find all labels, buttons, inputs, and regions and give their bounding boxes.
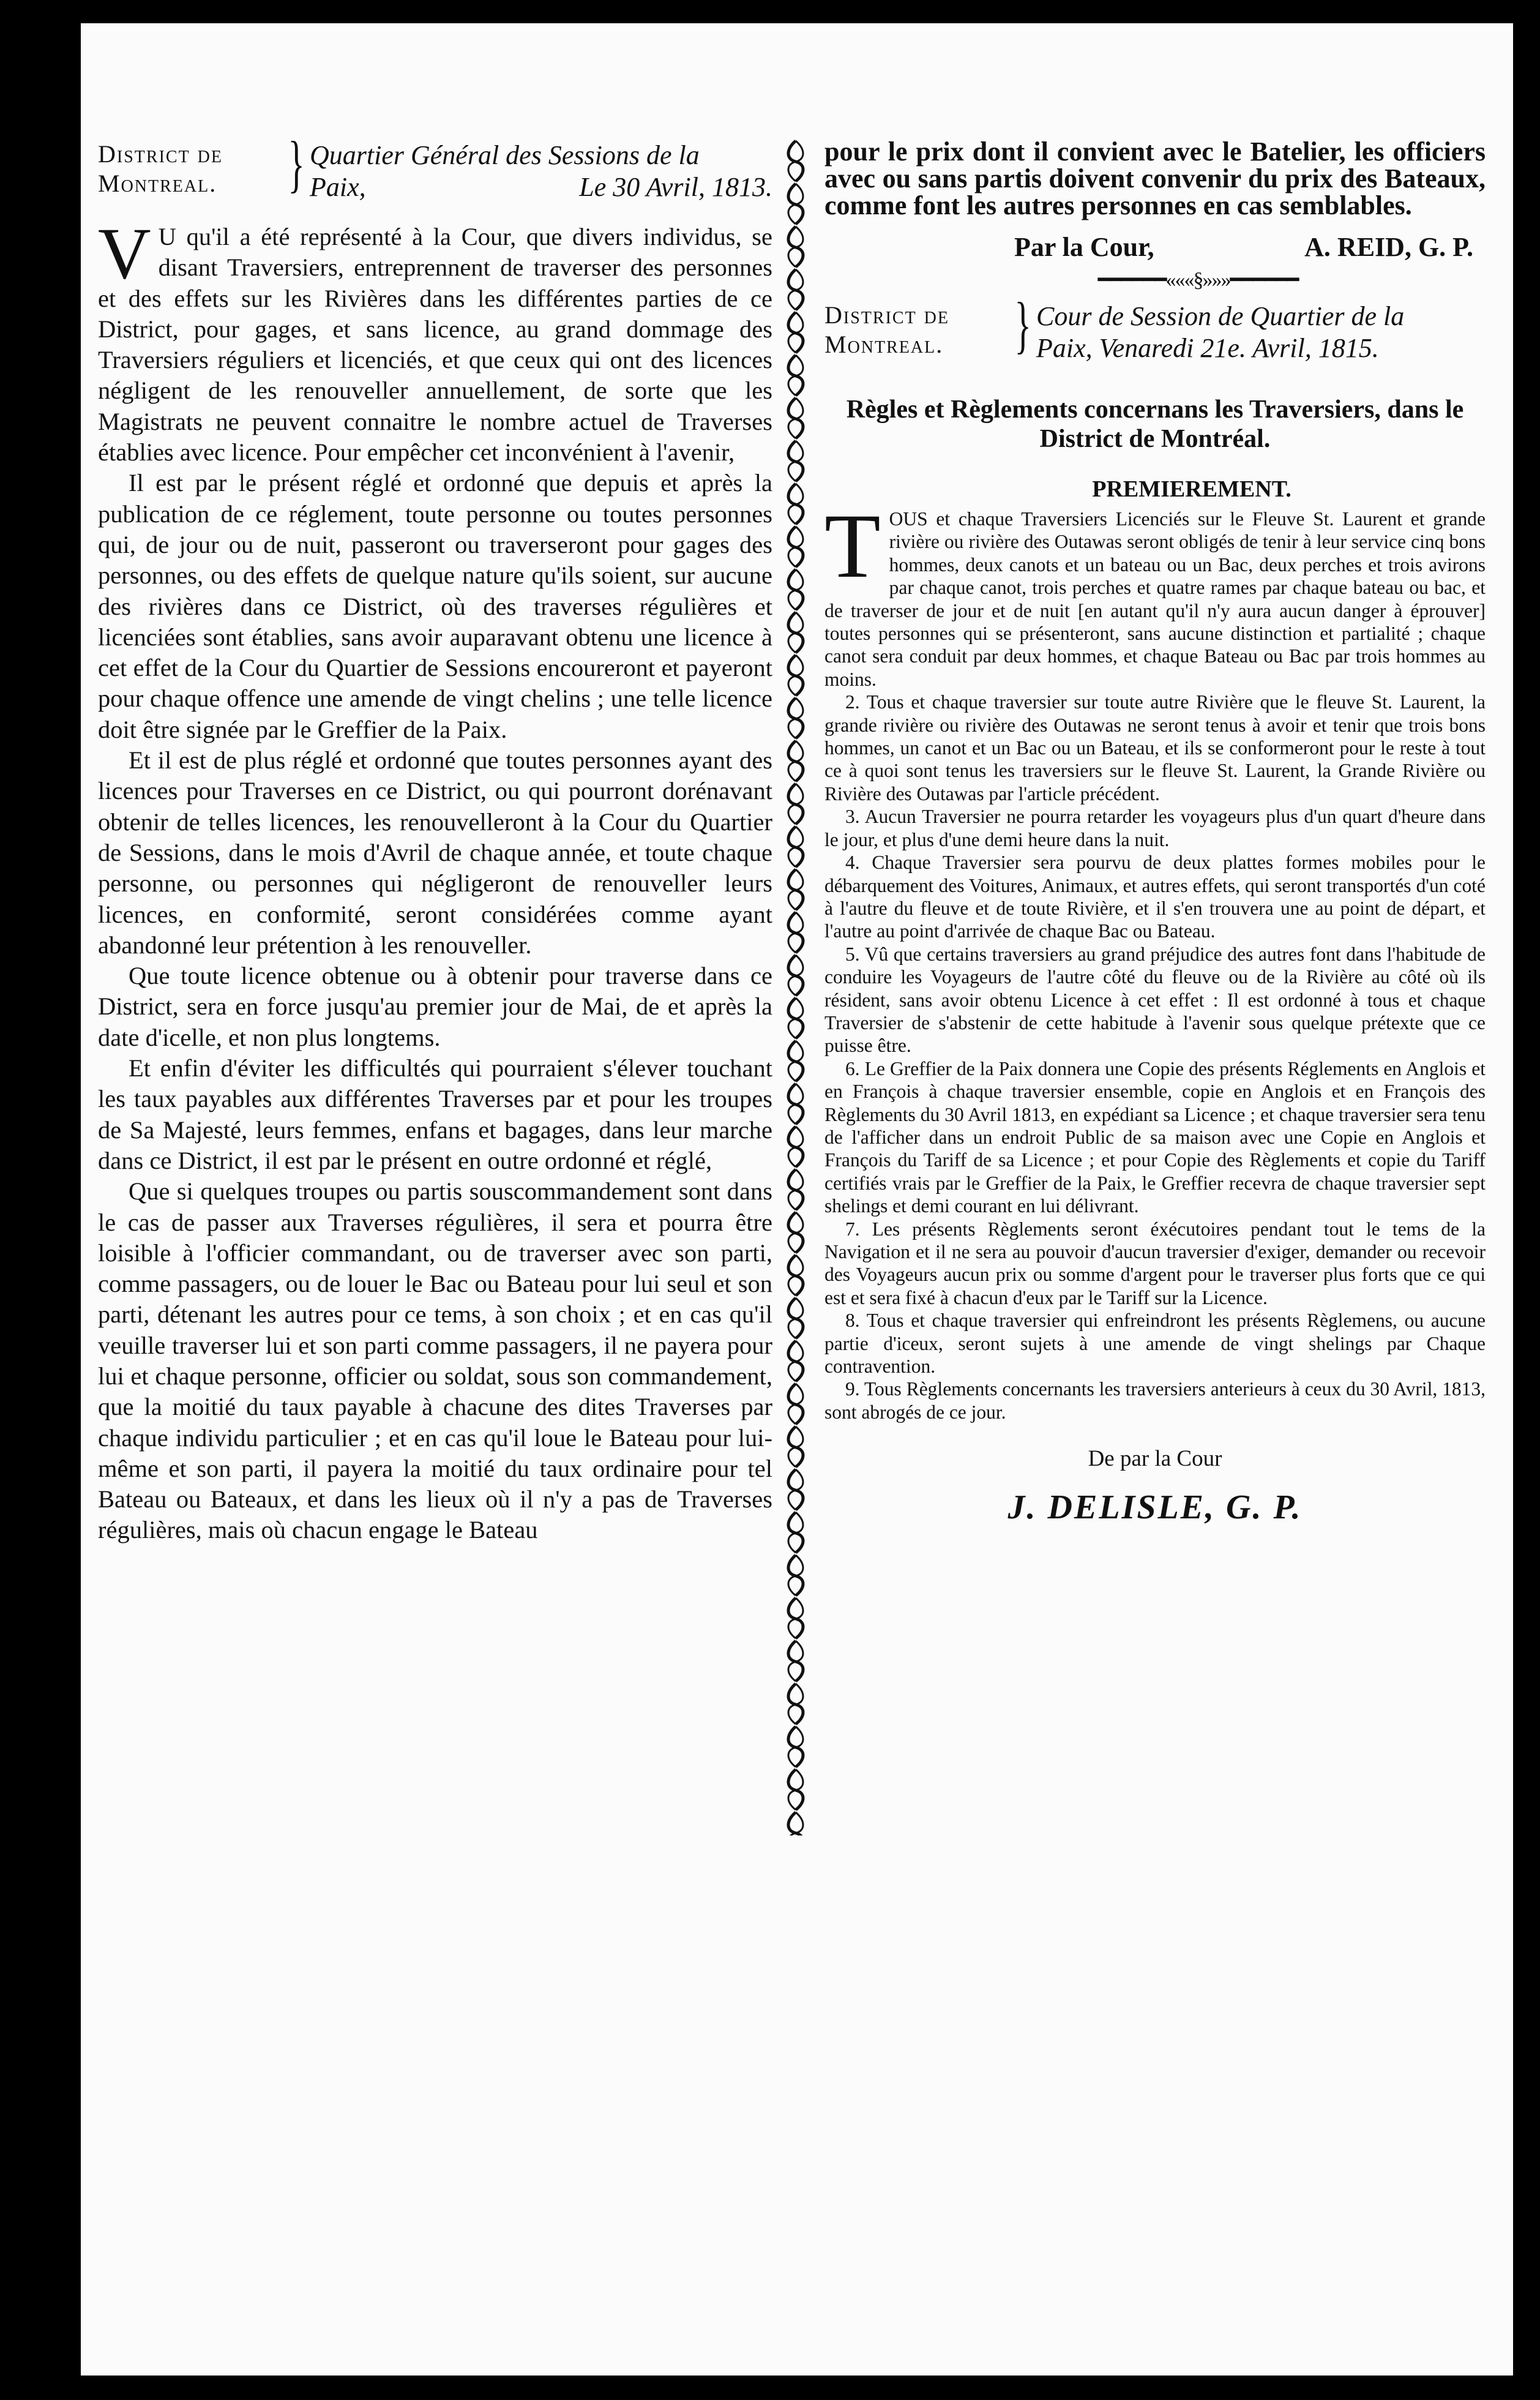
regulations-body: [824, 495, 1486, 1423]
header-title: [310, 140, 772, 203]
regulation-item: 5. Vû que certains traversiers au grand préjudice des autres font dans l'habitude de conduire les Voyageurs de l'autre côté du fleuve ou de la Rivière au côté où ils résident, sans avoir obtenu Licence à cet effet : Il est ordonné à tous et chaque Traversier de s'abstenir de cette habitude à l'avenir sous quelque prétexte que ce puisse être.: [824, 943, 1486, 1057]
paragraph: Et enfin d'éviter les difficultés qui pourraient s'élever touchant les taux payables aux différentes Traverses par et pour les troupes de Sa Majesté, leurs femmes, enfans et bagages, dans leur marche dans ce District, il est par le présent en outre ordonné et réglé,: [98, 1054, 772, 1174]
signer-name: J. DELISLE, G. P.: [1007, 1488, 1303, 1527]
drop-cap: T: [824, 495, 881, 597]
regulation-item: TOUS et chaque Traversiers Licenciés sur le Fleuve St. Laurent et grande rivière ou rivière des Outawas seront obligés de tenir à leur service cinq bons hommes, deux canots et un bateau ou un Bac, deux perches et trois avirons par chaque canot, trois perches et quatre rames par chaque bateau ou bac, et de traverser de jour et de nuit [en autant qu'il n'y aura aucun danger à éprouver] toutes personnes qui se présenteront, sans aucune distinction et partialité ; chaque canot sera conduit par deux hommes, et chaque Bateau ou Bac par trois hommes au moins.: [824, 495, 1486, 690]
regulation-item: 6. Le Greffier de la Paix donnera une Copie des présents Réglements en Anglois et en François à chaque traversier ensemble, copie en Anglois et en François des Règlements du 30 Avril 1813, en expédiant sa Licence ; et chaque traversier sera tenu de l'afficher dans un endroit Public de sa maison avec une Copie en Anglois et François du Tariff de sa Licence ; et pour Copie des Règlements et copie du Tariff certifiés vrais par le Greffier de la Paix, le Greffier recevra de chaque traversier sept shelings et demi courant en lui délivrant.: [824, 1057, 1486, 1217]
header-date: Le 30 Avril, 1813.: [579, 172, 772, 202]
brace-icon: }: [1014, 290, 1031, 360]
paragraph: Et il est de plus réglé et ordonné que toutes personnes ayant des licences pour Traverses en ce District, ou qui pourront dorénavant obtenir de telles licences, les renouvelleront à la Cour du Quartier de Sessions, dans le mois d'Avril de chaque année, et toute chaque personne, ou personnes qui négligeront de renouveller leurs licences, en conformité, seront considérées comme ayant abandonné leur prétention à les renouveller.: [98, 746, 772, 959]
drop-cap: V: [98, 212, 151, 294]
left-header: [98, 129, 772, 203]
regulation-item: 3. Aucun Traversier ne pourra retarder les voyageurs plus d'un quart d'heure dans le jour, et plus d'une demi heure dans la nuit.: [824, 806, 1486, 850]
continuation-text: pour le prix dont il convient avec le Batelier, les officiers avec ou sans partis doivent convenir du prix des Bateaux, comme font les autres personnes en cas semblables.: [824, 137, 1486, 220]
header-title-line2: Paix,: [310, 172, 366, 202]
regulation-item: 8. Tous et chaque traversier qui enfreindront les présents Règlemens, ou aucune partie d'iceux, seront sujets à une amende de vingt shelings par Chaque contravention.: [824, 1310, 1486, 1378]
left-body: [98, 212, 772, 1546]
regulation-item: 9. Tous Règlements concernants les traversiers anterieurs à ceux du 30 Avril, 1813, sont abrogés de ce jour.: [824, 1378, 1486, 1423]
regulation-item: 2. Tous et chaque traversier sur toute autre Rivière que le fleuve St. Laurent, la grande rivière ou rivière des Outawas ne seront tenus à avoir et tenir que trois bons hommes, un canot et un Bac ou un Bateau, et ils se conformeront pour le reste à tout ce à quoi sont tenus les traversiers sur le fleuve St. Laurent, la Grande Rivière ou Rivière des Outawas par l'article précédent.: [824, 691, 1486, 804]
header-title: [1036, 301, 1486, 364]
district-line1: District de: [824, 301, 949, 329]
paragraph: Il est par le présent réglé et ordonné que depuis et après la publication de ce réglement, toute personne ou toutes personnes qui, de jour ou de nuit, passeront ou traverseront pour gages des personnes, ou des effets de quelque nature qu'ils soient, sur aucune des rivières dans ce District, où des traverses régulières et licenciées sont établies, sans avoir auparavant obtenu une licence à cet effet de la Cour du Quartier de Sessions encoureront et payeront pour chaque offence une amende de vingt chelins ; une telle licence doit être signée par le Greffier de la Paix.: [98, 469, 772, 743]
paragraph: V U qu'il a été représenté à la Cour, que divers individus, se disant Traversiers, entreprennent de traverser des personnes et des effets sur les Rivières dans les différentes parties de ce District, pour gages, et sans licence, au grand dommage des Traversiers réguliers et licenciés, et que ceux qui ont des licences négligent de les renouveller annuellement, de sorte que les Magistrats ne peuvent connaitre le nombre actuel de Traverses établies avec licence. Pour empêcher cet inconvénient à l'avenir,: [98, 212, 772, 467]
byline-left: Par la Cour,: [1014, 232, 1154, 262]
ornament-rule: ━━━━━━«««§»»»━━━━━━: [1097, 269, 1298, 291]
chain-divider-icon: [785, 140, 807, 1836]
signer-line1: De par la Cour: [1088, 1446, 1222, 1472]
paragraph: Que toute licence obtenue ou à obtenir pour traverse dans ce District, sera en force jusqu'au premier jour de Mai, de et après la date d'icelle, et non plus longtems.: [98, 962, 772, 1051]
header-title-line1: Quartier Général des Sessions de la: [310, 140, 700, 170]
premierement-heading: PREMIEREMENT.: [1092, 476, 1291, 502]
header-title-line2: Paix, Venaredi 21e. Avril, 1815.: [1036, 333, 1379, 363]
brace-icon: }: [288, 129, 305, 199]
district-line2: Montreal.: [824, 331, 944, 358]
byline: [1014, 231, 1473, 263]
district-label: [98, 140, 282, 198]
paragraph: Que si quelques troupes ou partis souscommandement sont dans le cas de passer aux Traverses régulières, il sera et pourra être loisible à l'officier commandant, ou de traverser avec son parti, comme passagers, ou de louer le Bac ou Bateau pour lui seul et son parti, détenant les autres pour ce tems, à son choix ; et en cas qu'il veuille traverser lui et son parti comme passagers, il ne payera pour lui et chaque personne, officier ou soldat, sous son commandement, que la moitié du taux payable à chacune des dites Traverses par chaque individu particulier ; et en cas qu'il loue le Bateau pour lui-même et son parti, il payera la moitié du taux ordinaire pour tel Bateau ou Bateaux, et dans les lieux où il n'y a pas de Traverses régulières, mais où chacun engage le Bateau: [98, 1177, 772, 1544]
regulations-title: Règles et Règlements concernans les Traversiers, dans le District de Montréal.: [846, 396, 1464, 453]
byline-signature: A. REID, G. P.: [1304, 232, 1473, 262]
right-header: [824, 290, 1486, 364]
header-title-line1: Cour de Session de Quartier de la: [1036, 301, 1405, 331]
regulation-item: 4. Chaque Traversier sera pourvu de deux plattes formes mobiles pour le débarquement des Voitures, Animaux, et autres effets, qui seront transportés d'un coté à l'autre du fleuve et de toute Rivière, et il s'en trouvera une au point de départ, et l'autre au point d'arrivée de chaque Bac ou Bateau.: [824, 852, 1486, 942]
district-label: [824, 301, 1008, 359]
left-column: [98, 129, 772, 1546]
regulation-item: 7. Les présents Règlements seront éxécutoires pendant tout le tems de la Navigation et il ne sera au pouvoir d'aucun traversier d'exiger, demander ou recevoir des Voyageurs aucun prix ou somme d'argent pour le traverser plus forts que ce qui est et sera fixé à chacun d'eux par le Tariff sur la Licence.: [824, 1218, 1486, 1308]
district-line2: Montreal.: [98, 170, 217, 197]
right-column: [824, 137, 1486, 1527]
district-line1: District de: [98, 140, 223, 168]
